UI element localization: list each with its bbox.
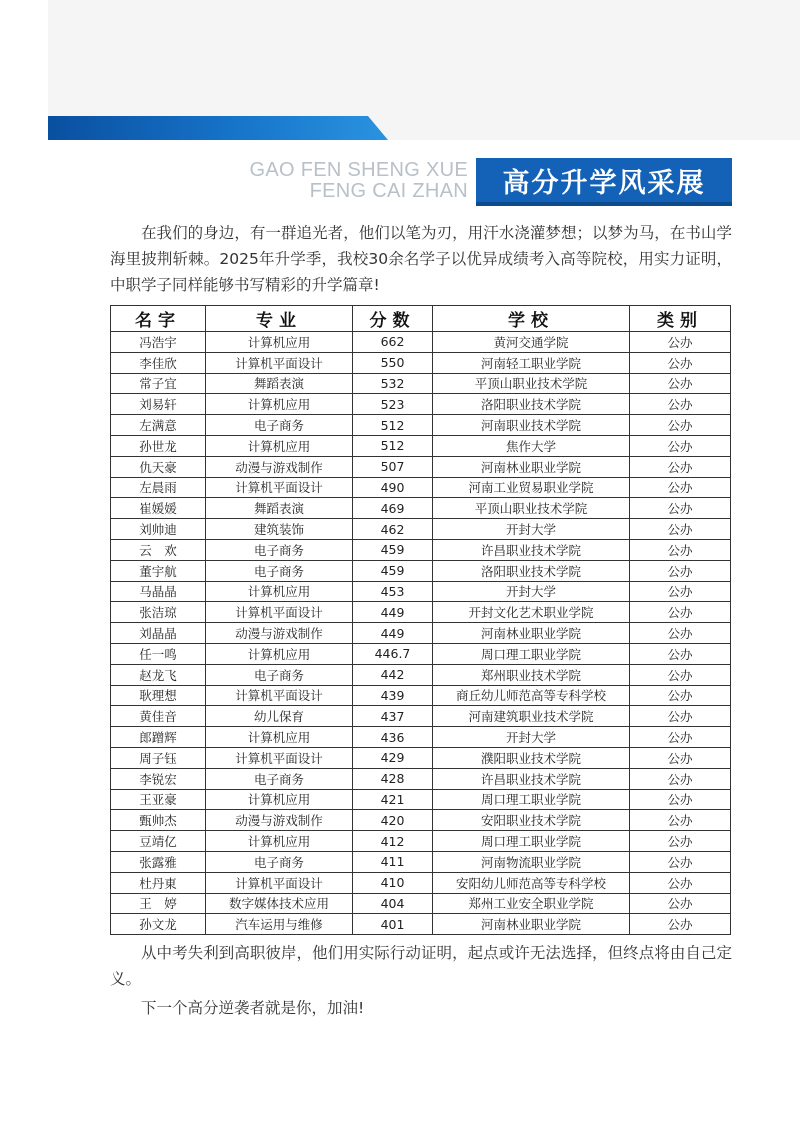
school-type-cell: 公办 xyxy=(630,352,731,373)
school-type-cell: 公办 xyxy=(630,373,731,394)
score-cell: 421 xyxy=(353,789,433,810)
school-cell: 周口理工职业学院 xyxy=(433,789,630,810)
table-row xyxy=(111,394,731,415)
school-cell: 河南工业贸易职业学院 xyxy=(433,477,630,498)
admissions-table xyxy=(110,305,731,935)
page-title: 高分升学风采展 xyxy=(476,158,732,206)
major-cell: 动漫与游戏制作 xyxy=(206,623,353,644)
english-title-line-1: GAO FEN SHENG XUE xyxy=(249,159,468,181)
major-cell: 舞蹈表演 xyxy=(206,498,353,519)
school-cell: 濮阳职业技术学院 xyxy=(433,747,630,768)
column-header-name: 名字 xyxy=(111,306,206,332)
score-cell: 449 xyxy=(353,602,433,623)
table-row xyxy=(111,768,731,789)
major-cell: 计算机应用 xyxy=(206,581,353,602)
major-cell: 计算机应用 xyxy=(206,727,353,748)
school-cell: 安阳职业技术学院 xyxy=(433,810,630,831)
student-name-cell: 仇天豪 xyxy=(111,456,206,477)
school-cell: 河南林业职业学院 xyxy=(433,914,630,935)
student-name-cell: 左满意 xyxy=(111,415,206,436)
closing-line: 下一个高分逆袭者就是你，加油! xyxy=(141,999,365,1017)
school-cell: 许昌职业技术学院 xyxy=(433,768,630,789)
major-cell: 计算机应用 xyxy=(206,831,353,852)
major-cell: 电子商务 xyxy=(206,415,353,436)
school-cell: 郑州职业技术学院 xyxy=(433,664,630,685)
school-cell: 河南职业技术学院 xyxy=(433,415,630,436)
student-name-cell: 常子宜 xyxy=(111,373,206,394)
school-cell: 周口理工职业学院 xyxy=(433,643,630,664)
table-row xyxy=(111,519,731,540)
table-row xyxy=(111,602,731,623)
score-cell: 429 xyxy=(353,747,433,768)
score-cell: 490 xyxy=(353,477,433,498)
school-type-cell: 公办 xyxy=(630,664,731,685)
major-cell: 电子商务 xyxy=(206,768,353,789)
school-type-cell: 公办 xyxy=(630,831,731,852)
school-cell: 商丘幼儿师范高等专科学校 xyxy=(433,685,630,706)
student-name-cell: 杜丹東 xyxy=(111,872,206,893)
student-name-cell: 王 婷 xyxy=(111,893,206,914)
school-type-cell: 公办 xyxy=(630,914,731,935)
table-row xyxy=(111,623,731,644)
table-row xyxy=(111,332,731,353)
major-cell: 计算机应用 xyxy=(206,394,353,415)
school-cell: 开封文化艺术职业学院 xyxy=(433,602,630,623)
table-row xyxy=(111,560,731,581)
table-row xyxy=(111,727,731,748)
table-row xyxy=(111,831,731,852)
score-cell: 459 xyxy=(353,539,433,560)
table-row xyxy=(111,477,731,498)
school-type-cell: 公办 xyxy=(630,810,731,831)
table-row xyxy=(111,914,731,935)
school-type-cell: 公办 xyxy=(630,560,731,581)
score-cell: 437 xyxy=(353,706,433,727)
table-body xyxy=(111,332,731,935)
major-cell: 幼儿保育 xyxy=(206,706,353,727)
major-cell: 计算机应用 xyxy=(206,789,353,810)
score-cell: 512 xyxy=(353,435,433,456)
school-type-cell: 公办 xyxy=(630,394,731,415)
score-cell: 446.7 xyxy=(353,643,433,664)
score-cell: 662 xyxy=(353,332,433,353)
major-cell: 动漫与游戏制作 xyxy=(206,456,353,477)
table-row xyxy=(111,415,731,436)
student-name-cell: 赵龙飞 xyxy=(111,664,206,685)
student-name-cell: 王亚豪 xyxy=(111,789,206,810)
score-cell: 428 xyxy=(353,768,433,789)
school-cell: 河南林业职业学院 xyxy=(433,456,630,477)
school-type-cell: 公办 xyxy=(630,643,731,664)
student-name-cell: 董宇航 xyxy=(111,560,206,581)
score-cell: 449 xyxy=(353,623,433,644)
score-cell: 550 xyxy=(353,352,433,373)
score-cell: 459 xyxy=(353,560,433,581)
school-type-cell: 公办 xyxy=(630,456,731,477)
student-name-cell: 孙文龙 xyxy=(111,914,206,935)
table-row xyxy=(111,872,731,893)
school-type-cell: 公办 xyxy=(630,685,731,706)
school-cell: 洛阳职业技术学院 xyxy=(433,394,630,415)
school-cell: 河南建筑职业技术学院 xyxy=(433,706,630,727)
school-cell: 郑州工业安全职业学院 xyxy=(433,893,630,914)
english-title xyxy=(208,160,468,202)
student-name-cell: 任一鸣 xyxy=(111,643,206,664)
school-cell: 开封大学 xyxy=(433,519,630,540)
english-title-line-2: FENG CAI ZHAN xyxy=(309,180,468,202)
table-row xyxy=(111,664,731,685)
school-type-cell: 公办 xyxy=(630,747,731,768)
score-cell: 453 xyxy=(353,581,433,602)
student-name-cell: 张洁琼 xyxy=(111,602,206,623)
school-cell: 许昌职业技术学院 xyxy=(433,539,630,560)
major-cell: 建筑装饰 xyxy=(206,519,353,540)
student-name-cell: 左晨雨 xyxy=(111,477,206,498)
school-type-cell: 公办 xyxy=(630,332,731,353)
table-row xyxy=(111,747,731,768)
student-name-cell: 马晶晶 xyxy=(111,581,206,602)
major-cell: 计算机平面设计 xyxy=(206,352,353,373)
school-cell: 河南物流职业学院 xyxy=(433,851,630,872)
score-cell: 512 xyxy=(353,415,433,436)
school-type-cell: 公办 xyxy=(630,872,731,893)
student-name-cell: 周子钰 xyxy=(111,747,206,768)
score-cell: 401 xyxy=(353,914,433,935)
school-cell: 河南林业职业学院 xyxy=(433,623,630,644)
score-cell: 507 xyxy=(353,456,433,477)
score-cell: 410 xyxy=(353,872,433,893)
school-cell: 焦作大学 xyxy=(433,435,630,456)
major-cell: 电子商务 xyxy=(206,539,353,560)
school-type-cell: 公办 xyxy=(630,602,731,623)
student-name-cell: 孙世龙 xyxy=(111,435,206,456)
student-name-cell: 刘易轩 xyxy=(111,394,206,415)
student-name-cell: 耿理想 xyxy=(111,685,206,706)
table-row xyxy=(111,352,731,373)
student-name-cell: 豆靖亿 xyxy=(111,831,206,852)
table-row xyxy=(111,435,731,456)
score-cell: 462 xyxy=(353,519,433,540)
major-cell: 电子商务 xyxy=(206,851,353,872)
student-name-cell: 郎蹭辉 xyxy=(111,727,206,748)
major-cell: 计算机平面设计 xyxy=(206,685,353,706)
score-cell: 532 xyxy=(353,373,433,394)
major-cell: 电子商务 xyxy=(206,560,353,581)
column-header-score: 分数 xyxy=(353,306,433,332)
student-name-cell: 李佳欣 xyxy=(111,352,206,373)
major-cell: 电子商务 xyxy=(206,664,353,685)
table-row xyxy=(111,893,731,914)
score-cell: 442 xyxy=(353,664,433,685)
school-cell: 平顶山职业技术学院 xyxy=(433,373,630,394)
column-header-major: 专业 xyxy=(206,306,353,332)
score-cell: 439 xyxy=(353,685,433,706)
student-name-cell: 李锐宏 xyxy=(111,768,206,789)
table-row xyxy=(111,643,731,664)
score-cell: 412 xyxy=(353,831,433,852)
table-row xyxy=(111,851,731,872)
school-type-cell: 公办 xyxy=(630,498,731,519)
student-name-cell: 刘帅迪 xyxy=(111,519,206,540)
school-type-cell: 公办 xyxy=(630,581,731,602)
table-row xyxy=(111,706,731,727)
table-row xyxy=(111,789,731,810)
school-type-cell: 公办 xyxy=(630,519,731,540)
school-cell: 平顶山职业技术学院 xyxy=(433,498,630,519)
school-type-cell: 公办 xyxy=(630,768,731,789)
school-type-cell: 公办 xyxy=(630,539,731,560)
student-name-cell: 崔媛媛 xyxy=(111,498,206,519)
score-cell: 469 xyxy=(353,498,433,519)
student-name-cell: 冯浩宇 xyxy=(111,332,206,353)
major-cell: 计算机应用 xyxy=(206,332,353,353)
student-name-cell: 黄佳音 xyxy=(111,706,206,727)
school-cell: 河南轻工职业学院 xyxy=(433,352,630,373)
school-type-cell: 公办 xyxy=(630,789,731,810)
school-type-cell: 公办 xyxy=(630,706,731,727)
major-cell: 计算机平面设计 xyxy=(206,747,353,768)
student-name-cell: 云 欢 xyxy=(111,539,206,560)
school-cell: 洛阳职业技术学院 xyxy=(433,560,630,581)
header-accent-stripe xyxy=(48,116,388,140)
column-header-school: 学校 xyxy=(433,306,630,332)
intro-paragraph: 在我们的身边，有一群追光者，他们以笔为刃，用汗水浇灌梦想；以梦为马，在书山学海里披荆斩棘。2025年升学季，我校30余名学子以优异成绩考入高等院校，用实力证明，中职学子同样能够书写精彩的升学篇章! xyxy=(110,224,732,294)
school-type-cell: 公办 xyxy=(630,893,731,914)
school-type-cell: 公办 xyxy=(630,623,731,644)
school-cell: 周口理工职业学院 xyxy=(433,831,630,852)
school-cell: 安阳幼儿师范高等专科学校 xyxy=(433,872,630,893)
major-cell: 计算机应用 xyxy=(206,643,353,664)
table-row xyxy=(111,498,731,519)
major-cell: 数字媒体技术应用 xyxy=(206,893,353,914)
school-type-cell: 公办 xyxy=(630,477,731,498)
major-cell: 计算机平面设计 xyxy=(206,477,353,498)
major-cell: 计算机应用 xyxy=(206,435,353,456)
score-cell: 436 xyxy=(353,727,433,748)
score-cell: 523 xyxy=(353,394,433,415)
table-row xyxy=(111,685,731,706)
school-cell: 开封大学 xyxy=(433,581,630,602)
table-row xyxy=(111,581,731,602)
table-row xyxy=(111,810,731,831)
school-cell: 开封大学 xyxy=(433,727,630,748)
school-type-cell: 公办 xyxy=(630,435,731,456)
score-cell: 420 xyxy=(353,810,433,831)
school-type-cell: 公办 xyxy=(630,851,731,872)
school-cell: 黄河交通学院 xyxy=(433,332,630,353)
student-name-cell: 甄帅杰 xyxy=(111,810,206,831)
column-header-type: 类别 xyxy=(630,306,731,332)
table-row xyxy=(111,373,731,394)
major-cell: 动漫与游戏制作 xyxy=(206,810,353,831)
major-cell: 汽车运用与维修 xyxy=(206,914,353,935)
major-cell: 舞蹈表演 xyxy=(206,373,353,394)
school-type-cell: 公办 xyxy=(630,727,731,748)
major-cell: 计算机平面设计 xyxy=(206,602,353,623)
student-name-cell: 刘晶晶 xyxy=(111,623,206,644)
table-header-row xyxy=(111,306,731,332)
score-cell: 411 xyxy=(353,851,433,872)
student-name-cell: 张露雅 xyxy=(111,851,206,872)
school-type-cell: 公办 xyxy=(630,415,731,436)
table-row xyxy=(111,539,731,560)
table-row xyxy=(111,456,731,477)
major-cell: 计算机平面设计 xyxy=(206,872,353,893)
outro-paragraph: 从中考失利到高职彼岸，他们用实际行动证明，起点或许无法选择，但终点将由自己定义。 xyxy=(110,944,732,988)
score-cell: 404 xyxy=(353,893,433,914)
